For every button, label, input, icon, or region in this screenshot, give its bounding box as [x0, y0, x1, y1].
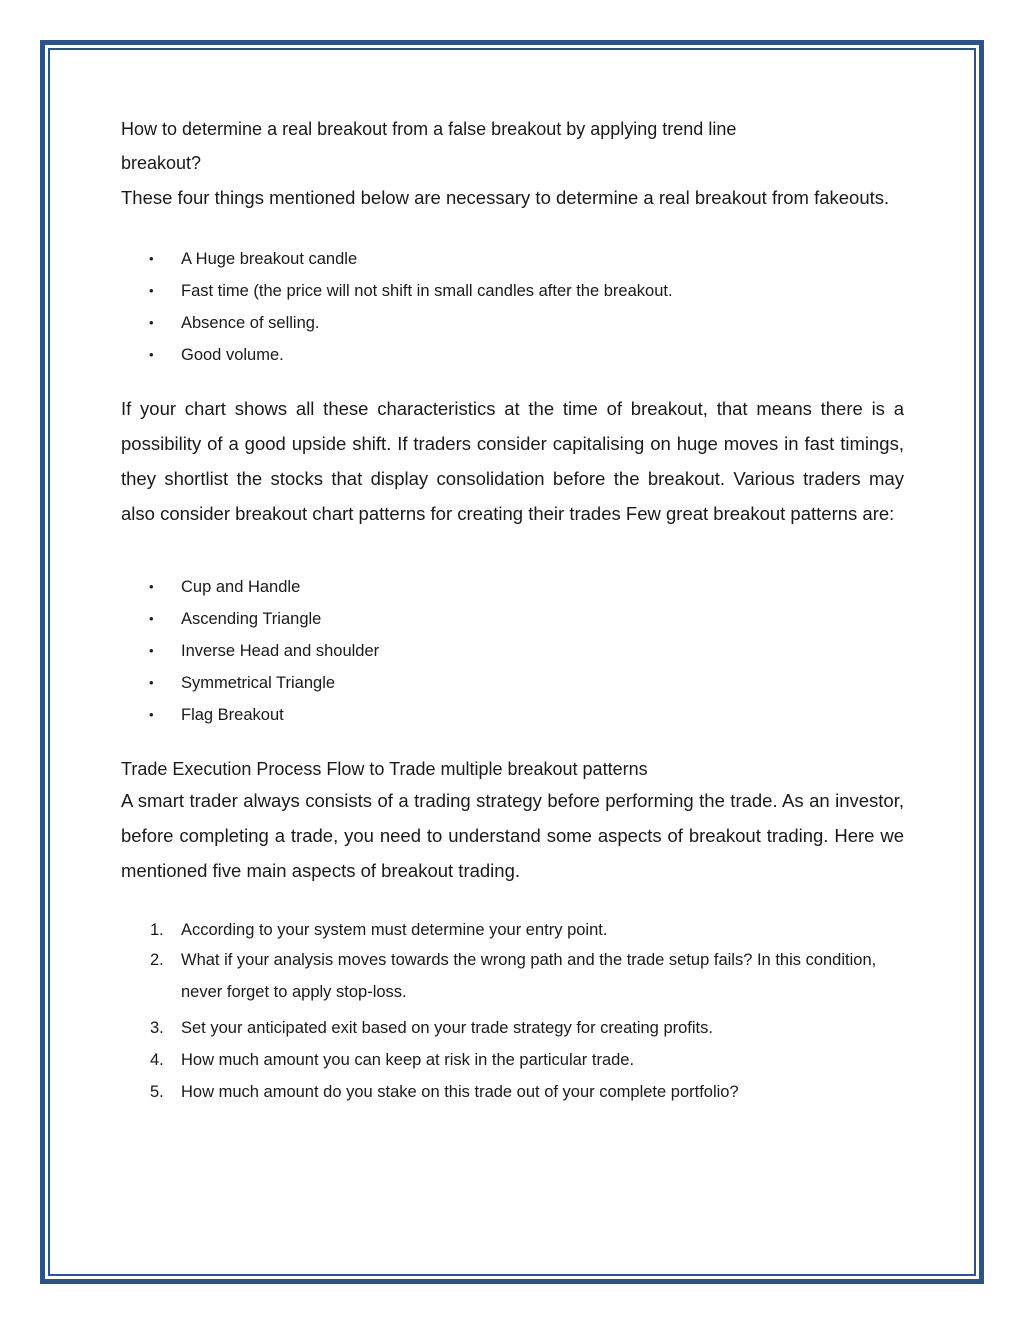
list-item	[121, 1076, 904, 1108]
list-item-text: Flag Breakout	[181, 706, 284, 724]
list-item	[121, 635, 904, 667]
list-item	[121, 667, 904, 699]
list-item-text: Fast time (the price will not shift in small candles after the breakout.	[181, 282, 673, 300]
bullet-icon: •	[149, 675, 154, 690]
list-item	[121, 916, 904, 944]
list-number: 3.	[150, 1019, 164, 1037]
list-item	[121, 1012, 904, 1044]
list-item-text: Set your anticipated exit based on your trade strategy for creating profits.	[181, 1019, 713, 1037]
bullet-icon: •	[149, 611, 154, 626]
list-item-text: Ascending Triangle	[181, 610, 322, 628]
list-item-text: What if your analysis moves towards the wrong path and the trade setup fails? In this condition, never forget to apply stop-loss.	[181, 951, 877, 1001]
document-body	[121, 112, 904, 1108]
section-heading-breakout	[121, 112, 904, 180]
intro-paragraph: These four things mentioned below are necessary to determine a real breakout from fakeouts.	[121, 187, 890, 208]
list-item	[121, 603, 904, 635]
bullet-icon: •	[149, 283, 154, 298]
list-item-text: Symmetrical Triangle	[181, 674, 336, 692]
list-item-text: Cup and Handle	[181, 578, 301, 596]
bullet-icon: •	[149, 347, 154, 362]
list-item-text: A Huge breakout candle	[181, 250, 358, 268]
characteristics-paragraph: If your chart shows all these characteristics at the time of breakout, that means there is a possibility of a good upside shift. If traders consider capitalising on huge moves in fast timings, they shortlist the stocks that display consolidation before the breakout. Various traders may also consider breakout chart patterns for creating their trades Few great breakout patterns are:	[121, 398, 904, 524]
list-item-text: How much amount do you stake on this trade out of your complete portfolio?	[181, 1083, 739, 1101]
bullet-icon: •	[149, 707, 154, 722]
list-item-text: According to your system must determine your entry point.	[181, 921, 608, 939]
trade-execution-paragraph: A smart trader always consists of a trading strategy before performing the trade. As an investor, before completing a trade, you need to understand some aspects of breakout trading. Here we mentioned five main aspects of breakout trading.	[121, 790, 904, 881]
breakout-criteria-list	[121, 243, 904, 371]
list-item-text: Good volume.	[181, 346, 284, 364]
list-item	[121, 944, 904, 1008]
list-number: 2.	[150, 951, 164, 969]
section-heading-trade-execution: Trade Execution Process Flow to Trade multiple breakout patterns	[121, 759, 648, 779]
list-item	[121, 571, 904, 603]
list-number: 4.	[150, 1051, 164, 1069]
list-item	[121, 275, 904, 307]
list-number: 1.	[150, 921, 164, 939]
trade-aspects-list	[121, 916, 904, 1108]
list-item	[121, 243, 904, 275]
heading-line-1: How to determine a real breakout from a false breakout by applying trend line	[121, 119, 737, 139]
heading-line-2: breakout?	[121, 153, 202, 173]
bullet-icon: •	[149, 643, 154, 658]
list-item	[121, 339, 904, 371]
list-number: 5.	[150, 1083, 164, 1101]
list-item	[121, 699, 904, 731]
bullet-icon: •	[149, 579, 154, 594]
list-item	[121, 1044, 904, 1076]
bullet-icon: •	[149, 315, 154, 330]
list-item-text: How much amount you can keep at risk in the particular trade.	[181, 1051, 635, 1069]
list-item-text: Absence of selling.	[181, 314, 320, 332]
list-item	[121, 307, 904, 339]
bullet-icon: •	[149, 251, 154, 266]
breakout-patterns-list	[121, 571, 904, 731]
list-item-text: Inverse Head and shoulder	[181, 642, 380, 660]
